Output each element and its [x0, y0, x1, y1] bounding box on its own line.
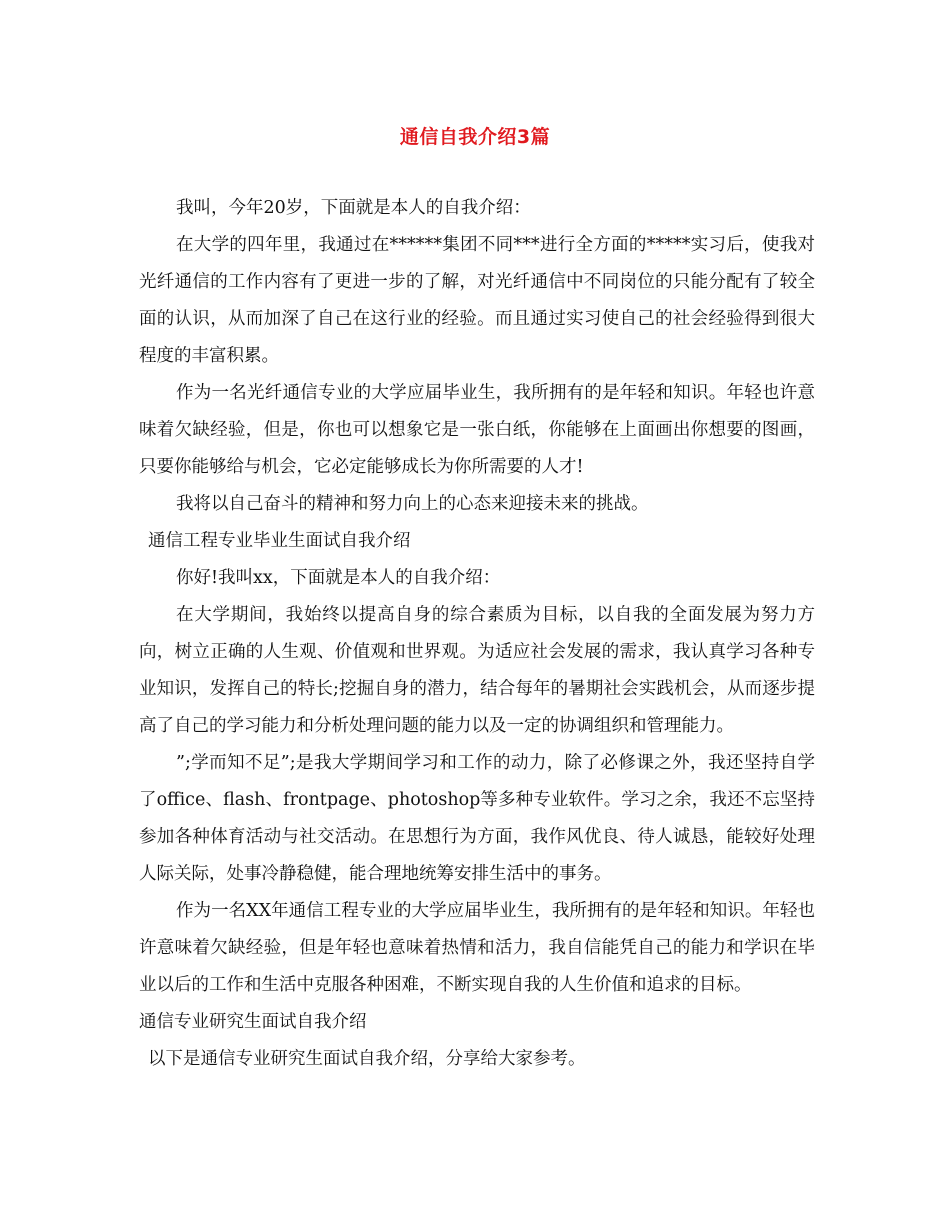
paragraph-share: 以下是通信专业研究生面试自我介绍，分享给大家参考。: [148, 1049, 586, 1069]
document-body: [139, 190, 815, 1078]
paragraph-intro: 我叫，今年20岁，下面就是本人的自我介绍：: [176, 198, 531, 218]
paragraph-xx-graduate: 作为一名XX年通信工程专业的大学应届毕业生，我所拥有的是年轻和知识。年轻也许意味着欠缺经验，但是年轻也意味着热情和活力，我自信能凭自己的能力和学识在毕业以后的工作和生活中克服各种困难，不断实现自我的人生价值和追求的目标。: [139, 901, 815, 995]
section-heading-postgraduate: 通信专业研究生面试自我介绍: [139, 1012, 367, 1032]
paragraph-internship: 在大学的四年里，我通过在******集团不同***进行全方面的*****实习后，使我对光纤通信的工作内容有了更进一步的了解，对光纤通信中不同岗位的只能分配有了较全面的认识，从而加深了自己在这行业的经验。而且通过实习使自己的社会经验得到很大程度的丰富积累。: [139, 235, 815, 366]
paragraph-challenge: 我将以自己奋斗的精神和努力向上的心态来迎接未来的挑战。: [176, 494, 649, 514]
paragraph-self-study: ”;学而知不足”;是我大学期间学习和工作的动力，除了必修课之外，我还坚持自学了office、flash、frontpage、photoshop等多种专业软件。学习之余，我还不忘坚持参加各种体育活动与社交活动。在思想行为方面，我作风优良、待人诚恳，能较好处理人际关际，处事冷静稳健，能合理地统筹安排生活中的事务。: [139, 753, 815, 884]
paragraph-university: 在大学期间，我始终以提高自身的综合素质为目标，以自我的全面发展为努力方向，树立正确的人生观、价值观和世界观。为适应社会发展的需求，我认真学习各种专业知识，发挥自己的特长;挖掘自身的潜力，结合每年的暑期社会实践机会，从而逐步提高了自己的学习能力和分析处理问题的能力以及一定的协调组织和管理能力。: [139, 605, 815, 736]
section-heading-engineering: 通信工程专业毕业生面试自我介绍: [148, 531, 411, 551]
paragraph-greeting: 你好!我叫xx，下面就是本人的自我介绍：: [176, 568, 501, 588]
document-title: 通信自我介绍3篇: [399, 126, 551, 148]
paragraph-graduate: 作为一名光纤通信专业的大学应届毕业生，我所拥有的是年轻和知识。年轻也许意味着欠缺经验，但是，你也可以想象它是一张白纸，你能够在上面画出你想要的图画，只要你能够给与机会，它必定能够成长为你所需要的人才!: [139, 383, 815, 477]
